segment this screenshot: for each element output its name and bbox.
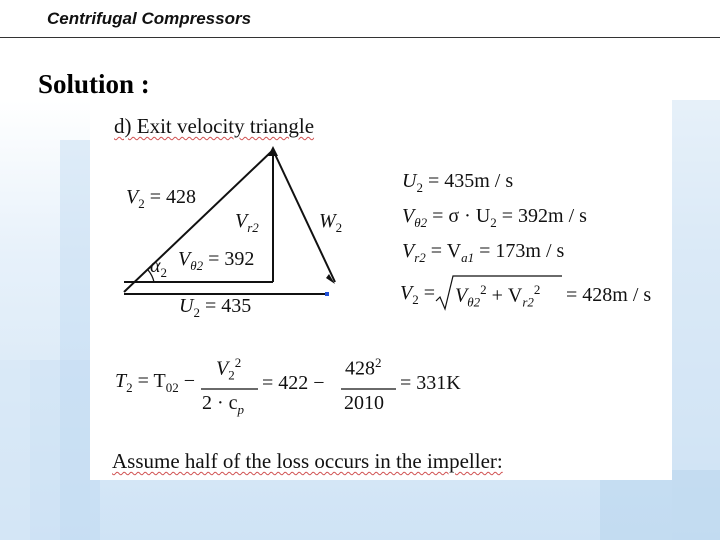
temperature-fraction1-denominator: $2 \cdot c_p$ bbox=[202, 392, 245, 417]
alpha2-label: $\alpha_2$ bbox=[150, 255, 167, 280]
accent-dot bbox=[325, 292, 329, 296]
background-block bbox=[0, 360, 30, 540]
equation-vr2: $V_{r2} = V_{a1} = 173m / s$ bbox=[402, 240, 565, 265]
background-block bbox=[600, 470, 720, 540]
u2-label: $U_2 = 435$ bbox=[179, 295, 252, 320]
vr2-label: $V_{r2}$ bbox=[235, 210, 259, 235]
arrowhead-icon bbox=[268, 146, 278, 156]
header-divider bbox=[0, 37, 720, 38]
loss-assumption-note: Assume half of the loss occurs in the impeller: bbox=[112, 449, 503, 473]
vtheta2-label: $V_{\theta 2} = 392$ bbox=[178, 248, 255, 273]
temperature-fraction2-denominator: 2010 bbox=[344, 392, 384, 414]
slide-header-title: Centrifugal Compressors bbox=[47, 9, 252, 28]
temperature-result: = 331K bbox=[400, 372, 461, 394]
equation-u2: $U_2 = 435m / s$ bbox=[402, 170, 514, 195]
w2-label: $W_2$ bbox=[319, 210, 343, 235]
section-title: d) Exit velocity triangle bbox=[114, 114, 315, 138]
equation-v2: $V_2$ = bbox=[400, 282, 435, 307]
temperature-lhs: $T_2 = T_{02}$ − bbox=[115, 370, 196, 395]
temperature-fraction2-numerator: $428^2$ bbox=[345, 355, 382, 380]
equation-v2-result: = 428m / s bbox=[566, 284, 652, 306]
v2-label: $V_2 = 428$ bbox=[126, 186, 196, 211]
solution-heading: Solution : bbox=[38, 69, 150, 99]
solution-image-panel bbox=[90, 102, 672, 480]
temperature-fraction1-numerator: $V_2^2$ bbox=[216, 355, 242, 383]
temperature-mid: = 422 − bbox=[262, 372, 325, 394]
equation-vtheta2: $V_{\theta 2} = \sigma \cdot U_2 = 392m / s$ bbox=[402, 205, 587, 230]
equation-v2-radicand: $V_{\theta 2}^2 + V_{r2}^2$ bbox=[455, 282, 541, 310]
